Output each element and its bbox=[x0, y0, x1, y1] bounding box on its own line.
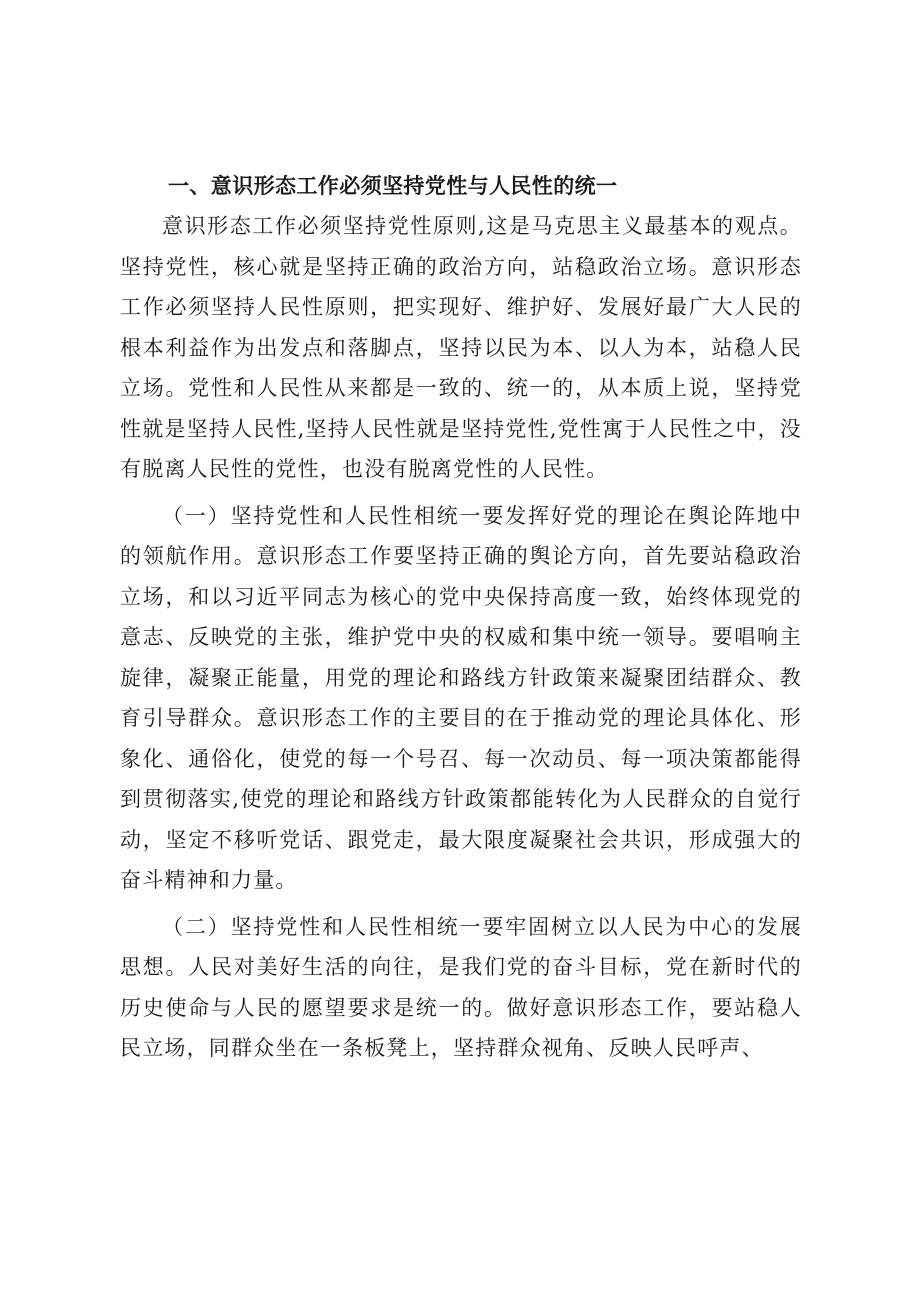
document-body bbox=[120, 166, 802, 1069]
section-heading: 一、意识形态工作必须坚持党性与人民性的统一 bbox=[168, 174, 618, 198]
paragraph-subsection-1: （一）坚持党性和人民性相统一要发挥好党的理论在舆论阵地中的领航作用。意识形态工作要坚持正确的舆论方向，首先要站稳政治立场，和以习近平同志为核心的党中央保持高度一致，始终体现党的意志、反映党的主张，维护党中央的权威和集中统一领导。要唱响主旋律，凝聚正能量，用党的理论和路线方针政策来凝聚团结群众、教育引导群众。意识形态工作的主要目的在于推动党的理论具体化、形象化、通俗化，使党的每一个号召、每一次动员、每一项决策都能得到贯彻落实,使党的理论和路线方针政策都能转化为人民群众的自觉行动，坚定不移听党话、跟党走，最大限度凝聚社会共识，形成强大的奋斗精神和力量。 bbox=[120, 503, 802, 892]
paragraph-intro: 意识形态工作必须坚持党性原则,这是马克思主义最基本的观点。坚持党性，核心就是坚持正确的政治方向，站稳政治立场。意识形态工作必须坚持人民性原则，把实现好、维护好、发展好最广大人民的根本利益作为出发点和落脚点，坚持以民为本、以人为本，站稳人民立场。党性和人民性从来都是一致的、统一的，从本质上说，坚持党性就是坚持人民性,坚持人民性就是坚持党性,党性寓于人民性之中，没有脱离人民性的党性，也没有脱离党性的人民性。 bbox=[120, 214, 802, 481]
paragraph-subsection-2: （二）坚持党性和人民性相统一要牢固树立以人民为中心的发展思想。人民对美好生活的向往，是我们党的奋斗目标，党在新时代的历史使命与人民的愿望要求是统一的。做好意识形态工作，要站稳人民立场，同群众坐在一条板凳上，坚持群众视角、反映人民呼声、 bbox=[120, 914, 802, 1060]
